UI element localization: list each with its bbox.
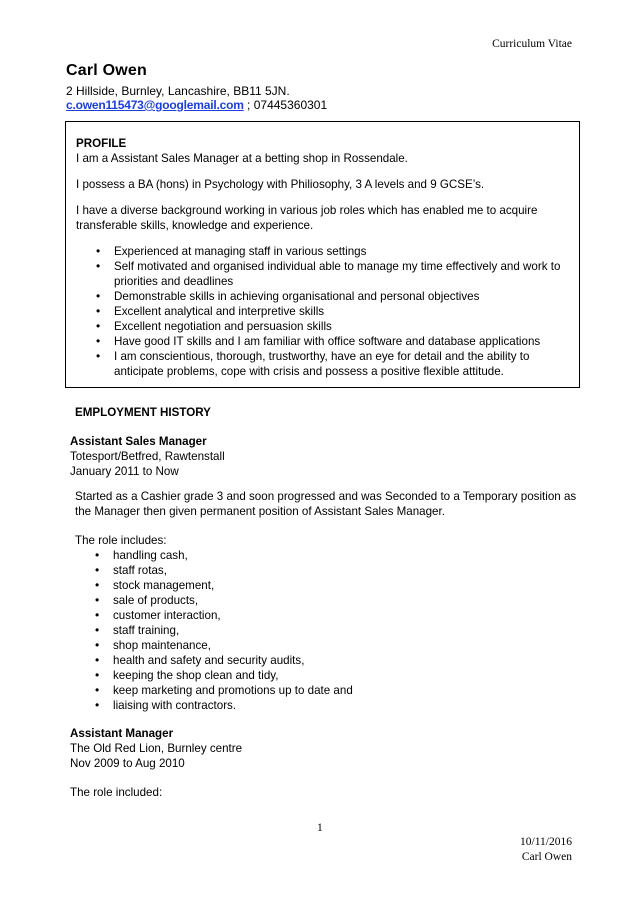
profile-line: I am a Assistant Sales Manager at a betting shop in Rossendale. xyxy=(76,152,408,165)
list-item: • handling cash, xyxy=(75,548,580,563)
list-item: • Demonstrable skills in achieving organisational and personal objectives xyxy=(76,289,571,304)
list-item: • staff training, xyxy=(75,623,580,638)
list-item: • Experienced at managing staff in various settings xyxy=(76,244,571,259)
job-company: Totesport/Betfred, Rawtenstall xyxy=(70,450,225,463)
profile-heading: PROFILE xyxy=(76,137,127,150)
list-item: • keeping the shop clean and tidy, xyxy=(75,668,580,683)
list-item: • keep marketing and promotions up to date and xyxy=(75,683,580,698)
profile-section xyxy=(65,121,580,388)
list-item: • sale of products, xyxy=(75,593,580,608)
list-item: • liaising with contractors. xyxy=(75,698,580,713)
employment-heading: EMPLOYMENT HISTORY xyxy=(75,406,211,419)
list-item: • customer interaction, xyxy=(75,608,580,623)
list-item: • Self motivated and organised individual able to manage my time effectively and work to priorities and deadlines xyxy=(76,259,571,289)
job-dates: Nov 2009 to Aug 2010 xyxy=(70,757,185,770)
job-company: The Old Red Lion, Burnley centre xyxy=(70,742,243,755)
list-item: • staff rotas, xyxy=(75,563,580,578)
list-item: • I am conscientious, thorough, trustworthy, have an eye for detail and the ability to anticipate problems, cope with crisis and possess a positive flexible attitude. xyxy=(76,349,571,379)
profile-line: I possess a BA (hons) in Psychology with Philiosophy, 3 A levels and 9 GCSE’s. xyxy=(76,178,485,191)
list-item: • stock management, xyxy=(75,578,580,593)
profile-bullet-list xyxy=(76,244,571,379)
profile-line: I have a diverse background working in various job roles which has enabled me to acquire transferable skills, knowledge and experience. xyxy=(76,204,538,232)
email-link[interactable]: c.owen115473@googlemail.com xyxy=(66,98,244,112)
role-intro: The role included: xyxy=(70,786,163,799)
list-item: • Excellent negotiation and persuasion skills xyxy=(76,319,571,334)
employment-heading-wrap xyxy=(75,405,211,420)
job-title: Assistant Sales Manager xyxy=(70,435,207,448)
footer-author: Carl Owen xyxy=(521,851,572,863)
job-assistant-sales-manager xyxy=(70,434,580,479)
job-title: Assistant Manager xyxy=(70,727,174,740)
role-intro: The role includes: xyxy=(75,534,167,547)
job1-details xyxy=(75,489,580,713)
contact-line xyxy=(66,98,327,112)
list-item: • shop maintenance, xyxy=(75,638,580,653)
duties-list xyxy=(75,548,580,713)
job-dates: January 2011 to Now xyxy=(70,465,179,478)
person-name: Carl Owen xyxy=(66,62,147,79)
document-title: Curriculum Vitae xyxy=(492,38,572,50)
person-address: 2 Hillside, Burnley, Lancashire, BB11 5JN. xyxy=(66,84,290,98)
list-item: • Have good IT skills and I am familiar with office software and database applications xyxy=(76,334,571,349)
list-item: • Excellent analytical and interpretive skills xyxy=(76,304,571,319)
job-assistant-manager xyxy=(70,726,580,800)
footer-date: 10/11/2016 xyxy=(520,836,572,848)
list-item: • health and safety and security audits, xyxy=(75,653,580,668)
phone-number: ; 07445360301 xyxy=(243,98,328,112)
job-summary: Started as a Cashier grade 3 and soon progressed and was Seconded to a Temporary position as the Manager then given permanent position of Assistant Sales Manager. xyxy=(75,490,577,518)
page-number: 1 xyxy=(317,822,323,834)
